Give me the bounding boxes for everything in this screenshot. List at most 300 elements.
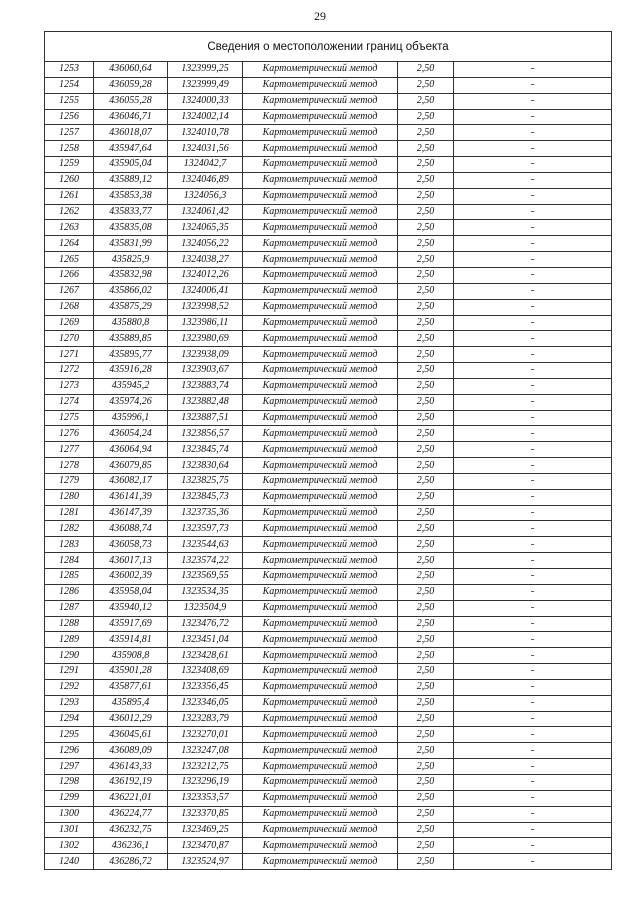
table-row [45, 141, 612, 157]
description-cell: - [454, 157, 612, 173]
method-cell: Картометрический метод [243, 600, 398, 616]
table-row [45, 347, 612, 363]
table-row [45, 695, 612, 711]
description-cell: - [454, 363, 612, 379]
x-coordinate-cell: 436082,17 [94, 473, 168, 489]
table-row [45, 806, 612, 822]
table-row [45, 378, 612, 394]
x-coordinate-cell: 435831,99 [94, 236, 168, 252]
point-number-cell: 1278 [45, 458, 94, 474]
method-cell: Картометрический метод [243, 553, 398, 569]
description-cell: - [454, 141, 612, 157]
x-coordinate-cell: 435974,26 [94, 394, 168, 410]
point-number-cell: 1256 [45, 109, 94, 125]
description-cell: - [454, 521, 612, 537]
table-row [45, 584, 612, 600]
point-number-cell: 1291 [45, 664, 94, 680]
description-cell: - [454, 426, 612, 442]
x-coordinate-cell: 436089,09 [94, 743, 168, 759]
y-coordinate-cell: 1323451,04 [168, 632, 243, 648]
x-coordinate-cell: 435895,77 [94, 347, 168, 363]
point-number-cell: 1270 [45, 331, 94, 347]
table-row [45, 125, 612, 141]
table-row [45, 822, 612, 838]
description-cell: - [454, 727, 612, 743]
x-coordinate-cell: 436224,77 [94, 806, 168, 822]
method-cell: Картометрический метод [243, 252, 398, 268]
x-coordinate-cell: 435895,4 [94, 695, 168, 711]
y-coordinate-cell: 1323830,64 [168, 458, 243, 474]
table-row [45, 299, 612, 315]
point-number-cell: 1295 [45, 727, 94, 743]
y-coordinate-cell: 1323574,22 [168, 553, 243, 569]
y-coordinate-cell: 1323597,73 [168, 521, 243, 537]
precision-cell: 2,50 [398, 648, 454, 664]
method-cell: Картометрический метод [243, 299, 398, 315]
method-cell: Картометрический метод [243, 410, 398, 426]
method-cell: Картометрический метод [243, 77, 398, 93]
precision-cell: 2,50 [398, 584, 454, 600]
x-coordinate-cell: 435832,98 [94, 267, 168, 283]
precision-cell: 2,50 [398, 505, 454, 521]
table-body [45, 62, 612, 870]
table-row [45, 267, 612, 283]
description-cell: - [454, 489, 612, 505]
method-cell: Картометрический метод [243, 62, 398, 78]
description-cell: - [454, 77, 612, 93]
table-row [45, 283, 612, 299]
x-coordinate-cell: 436055,28 [94, 93, 168, 109]
point-number-cell: 1266 [45, 267, 94, 283]
table-row [45, 727, 612, 743]
y-coordinate-cell: 1324010,78 [168, 125, 243, 141]
y-coordinate-cell: 1323346,05 [168, 695, 243, 711]
description-cell: - [454, 632, 612, 648]
precision-cell: 2,50 [398, 790, 454, 806]
x-coordinate-cell: 436017,13 [94, 553, 168, 569]
precision-cell: 2,50 [398, 553, 454, 569]
x-coordinate-cell: 436012,29 [94, 711, 168, 727]
point-number-cell: 1299 [45, 790, 94, 806]
table-row [45, 854, 612, 870]
y-coordinate-cell: 1323428,61 [168, 648, 243, 664]
point-number-cell: 1302 [45, 838, 94, 854]
x-coordinate-cell: 435945,2 [94, 378, 168, 394]
description-cell: - [454, 315, 612, 331]
method-cell: Картометрический метод [243, 489, 398, 505]
method-cell: Картометрический метод [243, 347, 398, 363]
table-row [45, 458, 612, 474]
method-cell: Картометрический метод [243, 774, 398, 790]
x-coordinate-cell: 436141,39 [94, 489, 168, 505]
x-coordinate-cell: 435958,04 [94, 584, 168, 600]
y-coordinate-cell: 1323476,72 [168, 616, 243, 632]
method-cell: Картометрический метод [243, 315, 398, 331]
y-coordinate-cell: 1323356,45 [168, 679, 243, 695]
point-number-cell: 1257 [45, 125, 94, 141]
table-row [45, 569, 612, 585]
x-coordinate-cell: 435947,64 [94, 141, 168, 157]
x-coordinate-cell: 436236,1 [94, 838, 168, 854]
y-coordinate-cell: 1323469,25 [168, 822, 243, 838]
precision-cell: 2,50 [398, 93, 454, 109]
precision-cell: 2,50 [398, 774, 454, 790]
table-row [45, 442, 612, 458]
table-row [45, 172, 612, 188]
point-number-cell: 1296 [45, 743, 94, 759]
method-cell: Картометрический метод [243, 648, 398, 664]
description-cell: - [454, 125, 612, 141]
description-cell: - [454, 442, 612, 458]
point-number-cell: 1276 [45, 426, 94, 442]
table-row [45, 743, 612, 759]
y-coordinate-cell: 1324042,7 [168, 157, 243, 173]
y-coordinate-cell: 1324056,3 [168, 188, 243, 204]
table-row [45, 505, 612, 521]
table-row [45, 521, 612, 537]
description-cell: - [454, 172, 612, 188]
point-number-cell: 1262 [45, 204, 94, 220]
point-number-cell: 1283 [45, 537, 94, 553]
precision-cell: 2,50 [398, 331, 454, 347]
description-cell: - [454, 664, 612, 680]
description-cell: - [454, 473, 612, 489]
y-coordinate-cell: 1323524,97 [168, 854, 243, 870]
precision-cell: 2,50 [398, 283, 454, 299]
precision-cell: 2,50 [398, 363, 454, 379]
precision-cell: 2,50 [398, 426, 454, 442]
y-coordinate-cell: 1323883,74 [168, 378, 243, 394]
y-coordinate-cell: 1323887,51 [168, 410, 243, 426]
description-cell: - [454, 569, 612, 585]
y-coordinate-cell: 1323998,52 [168, 299, 243, 315]
precision-cell: 2,50 [398, 299, 454, 315]
table-row [45, 774, 612, 790]
method-cell: Картометрический метод [243, 188, 398, 204]
description-cell: - [454, 109, 612, 125]
y-coordinate-cell: 1323986,11 [168, 315, 243, 331]
y-coordinate-cell: 1323212,75 [168, 759, 243, 775]
table-row [45, 77, 612, 93]
precision-cell: 2,50 [398, 315, 454, 331]
description-cell: - [454, 410, 612, 426]
method-cell: Картометрический метод [243, 267, 398, 283]
description-cell: - [454, 283, 612, 299]
method-cell: Картометрический метод [243, 759, 398, 775]
table-row [45, 473, 612, 489]
x-coordinate-cell: 435940,12 [94, 600, 168, 616]
y-coordinate-cell: 1324000,33 [168, 93, 243, 109]
point-number-cell: 1265 [45, 252, 94, 268]
description-cell: - [454, 553, 612, 569]
table-row [45, 109, 612, 125]
y-coordinate-cell: 1324002,14 [168, 109, 243, 125]
description-cell: - [454, 188, 612, 204]
description-cell: - [454, 854, 612, 870]
table-row [45, 679, 612, 695]
precision-cell: 2,50 [398, 442, 454, 458]
x-coordinate-cell: 436064,94 [94, 442, 168, 458]
description-cell: - [454, 267, 612, 283]
precision-cell: 2,50 [398, 489, 454, 505]
method-cell: Картометрический метод [243, 806, 398, 822]
method-cell: Картометрический метод [243, 394, 398, 410]
point-number-cell: 1279 [45, 473, 94, 489]
description-cell: - [454, 220, 612, 236]
method-cell: Картометрический метод [243, 790, 398, 806]
description-cell: - [454, 204, 612, 220]
point-number-cell: 1264 [45, 236, 94, 252]
point-number-cell: 1281 [45, 505, 94, 521]
x-coordinate-cell: 436018,07 [94, 125, 168, 141]
table-row [45, 331, 612, 347]
table-row [45, 394, 612, 410]
method-cell: Картометрический метод [243, 569, 398, 585]
description-cell: - [454, 537, 612, 553]
x-coordinate-cell: 436046,71 [94, 109, 168, 125]
y-coordinate-cell: 1323408,69 [168, 664, 243, 680]
precision-cell: 2,50 [398, 743, 454, 759]
point-number-cell: 1284 [45, 553, 94, 569]
precision-cell: 2,50 [398, 157, 454, 173]
x-coordinate-cell: 435916,28 [94, 363, 168, 379]
y-coordinate-cell: 1323283,79 [168, 711, 243, 727]
precision-cell: 2,50 [398, 569, 454, 585]
y-coordinate-cell: 1323882,48 [168, 394, 243, 410]
point-number-cell: 1259 [45, 157, 94, 173]
precision-cell: 2,50 [398, 347, 454, 363]
method-cell: Картометрический метод [243, 854, 398, 870]
description-cell: - [454, 347, 612, 363]
x-coordinate-cell: 436054,24 [94, 426, 168, 442]
precision-cell: 2,50 [398, 695, 454, 711]
method-cell: Картометрический метод [243, 822, 398, 838]
precision-cell: 2,50 [398, 77, 454, 93]
table-row [45, 252, 612, 268]
description-cell: - [454, 822, 612, 838]
method-cell: Картометрический метод [243, 616, 398, 632]
table-row [45, 838, 612, 854]
x-coordinate-cell: 436060,64 [94, 62, 168, 78]
precision-cell: 2,50 [398, 188, 454, 204]
description-cell: - [454, 584, 612, 600]
x-coordinate-cell: 435914,81 [94, 632, 168, 648]
x-coordinate-cell: 436059,28 [94, 77, 168, 93]
precision-cell: 2,50 [398, 711, 454, 727]
precision-cell: 2,50 [398, 267, 454, 283]
table-row [45, 410, 612, 426]
x-coordinate-cell: 436147,39 [94, 505, 168, 521]
x-coordinate-cell: 436221,01 [94, 790, 168, 806]
point-number-cell: 1297 [45, 759, 94, 775]
y-coordinate-cell: 1324031,56 [168, 141, 243, 157]
point-number-cell: 1240 [45, 854, 94, 870]
x-coordinate-cell: 435853,38 [94, 188, 168, 204]
y-coordinate-cell: 1323353,57 [168, 790, 243, 806]
table-title-row [45, 32, 612, 62]
precision-cell: 2,50 [398, 679, 454, 695]
method-cell: Картометрический метод [243, 93, 398, 109]
method-cell: Картометрический метод [243, 363, 398, 379]
y-coordinate-cell: 1323938,09 [168, 347, 243, 363]
x-coordinate-cell: 435875,29 [94, 299, 168, 315]
x-coordinate-cell: 436143,33 [94, 759, 168, 775]
y-coordinate-cell: 1323735,36 [168, 505, 243, 521]
method-cell: Картометрический метод [243, 283, 398, 299]
x-coordinate-cell: 436192,19 [94, 774, 168, 790]
y-coordinate-cell: 1323845,74 [168, 442, 243, 458]
description-cell: - [454, 299, 612, 315]
point-number-cell: 1275 [45, 410, 94, 426]
point-number-cell: 1254 [45, 77, 94, 93]
boundary-table-container [44, 31, 611, 870]
x-coordinate-cell: 436002,39 [94, 569, 168, 585]
precision-cell: 2,50 [398, 410, 454, 426]
description-cell: - [454, 505, 612, 521]
y-coordinate-cell: 1323544,63 [168, 537, 243, 553]
table-row [45, 157, 612, 173]
precision-cell: 2,50 [398, 141, 454, 157]
point-number-cell: 1294 [45, 711, 94, 727]
y-coordinate-cell: 1324012,26 [168, 267, 243, 283]
precision-cell: 2,50 [398, 822, 454, 838]
point-number-cell: 1280 [45, 489, 94, 505]
x-coordinate-cell: 435917,69 [94, 616, 168, 632]
table-row [45, 664, 612, 680]
precision-cell: 2,50 [398, 109, 454, 125]
x-coordinate-cell: 435908,8 [94, 648, 168, 664]
x-coordinate-cell: 435889,12 [94, 172, 168, 188]
y-coordinate-cell: 1323845,73 [168, 489, 243, 505]
page-number: 29 [314, 9, 326, 23]
method-cell: Картометрический метод [243, 584, 398, 600]
method-cell: Картометрический метод [243, 125, 398, 141]
precision-cell: 2,50 [398, 236, 454, 252]
description-cell: - [454, 806, 612, 822]
method-cell: Картометрический метод [243, 172, 398, 188]
precision-cell: 2,50 [398, 759, 454, 775]
x-coordinate-cell: 436058,73 [94, 537, 168, 553]
y-coordinate-cell: 1323270,01 [168, 727, 243, 743]
precision-cell: 2,50 [398, 806, 454, 822]
table-row [45, 790, 612, 806]
description-cell: - [454, 600, 612, 616]
description-cell: - [454, 679, 612, 695]
description-cell: - [454, 695, 612, 711]
boundary-coordinates-table [44, 31, 612, 870]
y-coordinate-cell: 1324061,42 [168, 204, 243, 220]
point-number-cell: 1255 [45, 93, 94, 109]
method-cell: Картометрический метод [243, 236, 398, 252]
precision-cell: 2,50 [398, 632, 454, 648]
point-number-cell: 1282 [45, 521, 94, 537]
point-number-cell: 1268 [45, 299, 94, 315]
x-coordinate-cell: 436232,75 [94, 822, 168, 838]
precision-cell: 2,50 [398, 378, 454, 394]
method-cell: Картометрический метод [243, 521, 398, 537]
y-coordinate-cell: 1324065,35 [168, 220, 243, 236]
method-cell: Картометрический метод [243, 458, 398, 474]
point-number-cell: 1274 [45, 394, 94, 410]
method-cell: Картометрический метод [243, 711, 398, 727]
precision-cell: 2,50 [398, 220, 454, 236]
point-number-cell: 1290 [45, 648, 94, 664]
table-title: Сведения о местоположении границ объекта [45, 32, 612, 62]
x-coordinate-cell: 436286,72 [94, 854, 168, 870]
description-cell: - [454, 774, 612, 790]
x-coordinate-cell: 435877,61 [94, 679, 168, 695]
y-coordinate-cell: 1323370,85 [168, 806, 243, 822]
table-row [45, 711, 612, 727]
precision-cell: 2,50 [398, 854, 454, 870]
method-cell: Картометрический метод [243, 331, 398, 347]
method-cell: Картометрический метод [243, 109, 398, 125]
precision-cell: 2,50 [398, 204, 454, 220]
description-cell: - [454, 252, 612, 268]
table-row [45, 220, 612, 236]
point-number-cell: 1300 [45, 806, 94, 822]
point-number-cell: 1286 [45, 584, 94, 600]
point-number-cell: 1272 [45, 363, 94, 379]
point-number-cell: 1288 [45, 616, 94, 632]
y-coordinate-cell: 1323569,55 [168, 569, 243, 585]
y-coordinate-cell: 1324046,89 [168, 172, 243, 188]
point-number-cell: 1258 [45, 141, 94, 157]
y-coordinate-cell: 1323247,08 [168, 743, 243, 759]
description-cell: - [454, 711, 612, 727]
precision-cell: 2,50 [398, 616, 454, 632]
point-number-cell: 1273 [45, 378, 94, 394]
table-row [45, 62, 612, 78]
description-cell: - [454, 458, 612, 474]
y-coordinate-cell: 1323903,67 [168, 363, 243, 379]
x-coordinate-cell: 436045,61 [94, 727, 168, 743]
method-cell: Картометрический метод [243, 442, 398, 458]
y-coordinate-cell: 1324006,41 [168, 283, 243, 299]
method-cell: Картометрический метод [243, 727, 398, 743]
method-cell: Картометрический метод [243, 378, 398, 394]
point-number-cell: 1253 [45, 62, 94, 78]
precision-cell: 2,50 [398, 172, 454, 188]
table-row [45, 204, 612, 220]
description-cell: - [454, 378, 612, 394]
x-coordinate-cell: 435901,28 [94, 664, 168, 680]
method-cell: Картометрический метод [243, 632, 398, 648]
table-row [45, 600, 612, 616]
y-coordinate-cell: 1323504,9 [168, 600, 243, 616]
point-number-cell: 1298 [45, 774, 94, 790]
point-number-cell: 1287 [45, 600, 94, 616]
y-coordinate-cell: 1323825,75 [168, 473, 243, 489]
precision-cell: 2,50 [398, 664, 454, 680]
precision-cell: 2,50 [398, 727, 454, 743]
point-number-cell: 1269 [45, 315, 94, 331]
precision-cell: 2,50 [398, 62, 454, 78]
table-row [45, 489, 612, 505]
description-cell: - [454, 838, 612, 854]
x-coordinate-cell: 436079,85 [94, 458, 168, 474]
description-cell: - [454, 93, 612, 109]
point-number-cell: 1293 [45, 695, 94, 711]
method-cell: Картометрический метод [243, 473, 398, 489]
y-coordinate-cell: 1323999,49 [168, 77, 243, 93]
description-cell: - [454, 236, 612, 252]
method-cell: Картометрический метод [243, 838, 398, 854]
description-cell: - [454, 759, 612, 775]
point-number-cell: 1261 [45, 188, 94, 204]
table-row [45, 188, 612, 204]
table-row [45, 648, 612, 664]
